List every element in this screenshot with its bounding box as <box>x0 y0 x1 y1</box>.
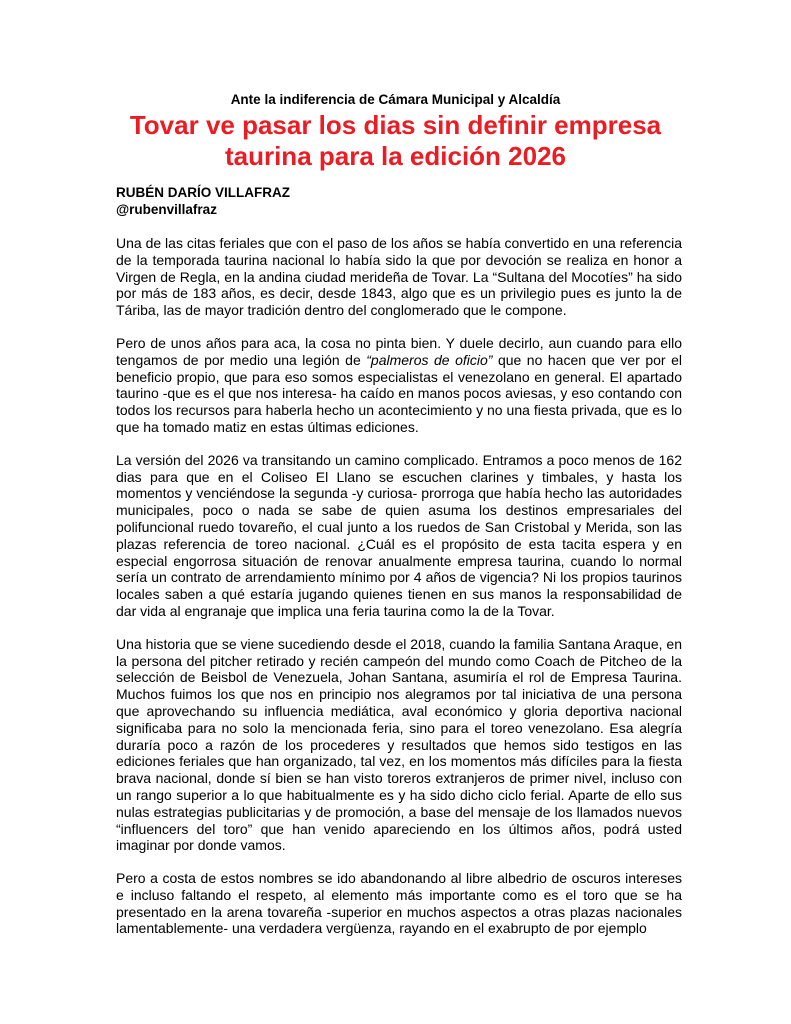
author-handle: @rubenvillafraz <box>116 202 217 217</box>
paragraph-3: La versión del 2026 va transitando un camino complicado. Entramos a poco menos de 162 dias para que en el Coliseo El Llano se escuchen clarines y timbales, y hasta los momentos y venciéndose la segunda -y curiosa- prorroga que había hecho las autoridades municipales, poco o nada se sabe de quien asuma los destinos empresariales del polifuncional ruedo tovareño, el cual junto a los ruedos de San Cristobal y Merida, son las plazas referencia de toreo nacional. ¿Cuál es el propósito de esta tacita espera y en especial engorrosa situación de renovar anualmente empresa taurina, cuando lo normal sería un contrato de arrendamiento mínimo por 4 años de vigencia? Ni los propios taurinos locales saben a qué estaría jugando quienes tienen en sus manos la responsabilidad de dar vida al engranaje que implica una feria taurina como la de la Tovar. <box>116 451 682 619</box>
author-name: RUBÉN DARÍO VILLAFRAZ <box>116 185 290 200</box>
paragraph-5: Pero a costa de estos nombres se ido abandonando al libre albedrio de oscuros intereses e incluso faltando el respeto, al elemento más importante como es el toro que se ha presentado en la arena tovareña -superior en muchos aspectos a otras plazas nacionales lamentablemente- una verdadera vergüenza, rayando en el exabrupto de por ejemplo <box>116 870 682 937</box>
article-body <box>116 235 682 953</box>
headline-line-1: Tovar ve pasar los dias sin definir empresa <box>129 110 662 140</box>
paragraph-2 <box>116 335 682 436</box>
article-headline <box>80 110 711 172</box>
headline-line-2: taurina para la edición 2026 <box>224 141 567 171</box>
paragraph-2-end: que no hacen que ver por el beneficio propio, que para eso somos especialistas el venezolano en general. El apartado taurino -que es el que nos interesa- ha caído en manos pocos aviesas, y eso contando con todos los recursos para haberla hecho un acontecimiento y no una fiesta privada, que es lo que ha tomado matiz en estas últimas ediciones. <box>116 351 682 435</box>
paragraph-2-start: Pero de unos años para aca, la cosa no pinta bien. Y duele decirlo, aun cuando para ello tengamos de por medio una legión de <box>116 334 682 368</box>
article-kicker: Ante la indiferencia de Cámara Municipal y Alcaldía <box>230 92 561 107</box>
paragraph-1: Una de las citas feriales que con el paso de los años se había convertido en una referencia de la temporada taurina nacional lo había sido la que por devoción se realiza en honor a Virgen de Regla, en la andina ciudad merideña de Tovar. La “Sultana del Mocotíes” ha sido por más de 183 años, es decir, desde 1843, algo que es un privilegio pues es junto la de Táriba, las de mayor tradición dentro del conglomerado que le compone. <box>116 235 682 319</box>
paragraph-4: Una historia que se viene sucediendo desde el 2018, cuando la familia Santana Araque, en la persona del pitcher retirado y recién campeón del mundo como Coach de Pitcheo de la selección de Beisbol de Venezuela, Johan Santana, asumiría el rol de Empresa Taurina. Muchos fuimos los que nos en principio nos alegramos por tal iniciativa de una persona que aprovechando su influencia mediática, aval económico y gloria deportiva nacional significaba para no solo la mencionada feria, sino para el toreo venezolano. Esa alegría duraría poco a razón de los procederes y resultados que hemos sido testigos en las ediciones feriales que han organizado, tal vez, en los momentos más difíciles para la fiesta brava nacional, donde sí bien se han visto toreros extranjeros de primer nivel, incluso con un rango superior a lo que habitualmente es y ha sido dicho ciclo ferial. Aparte de ello sus nulas estrategias publicitarias y de promoción, a base del mensaje de los llamados nuevos “influencers del toro” que han venido apareciendo en los últimos años, podrá usted imaginar por donde vamos. <box>116 635 682 854</box>
author-byline <box>116 184 290 218</box>
paragraph-2-emphasis: “palmeros de oficio” <box>366 351 493 368</box>
